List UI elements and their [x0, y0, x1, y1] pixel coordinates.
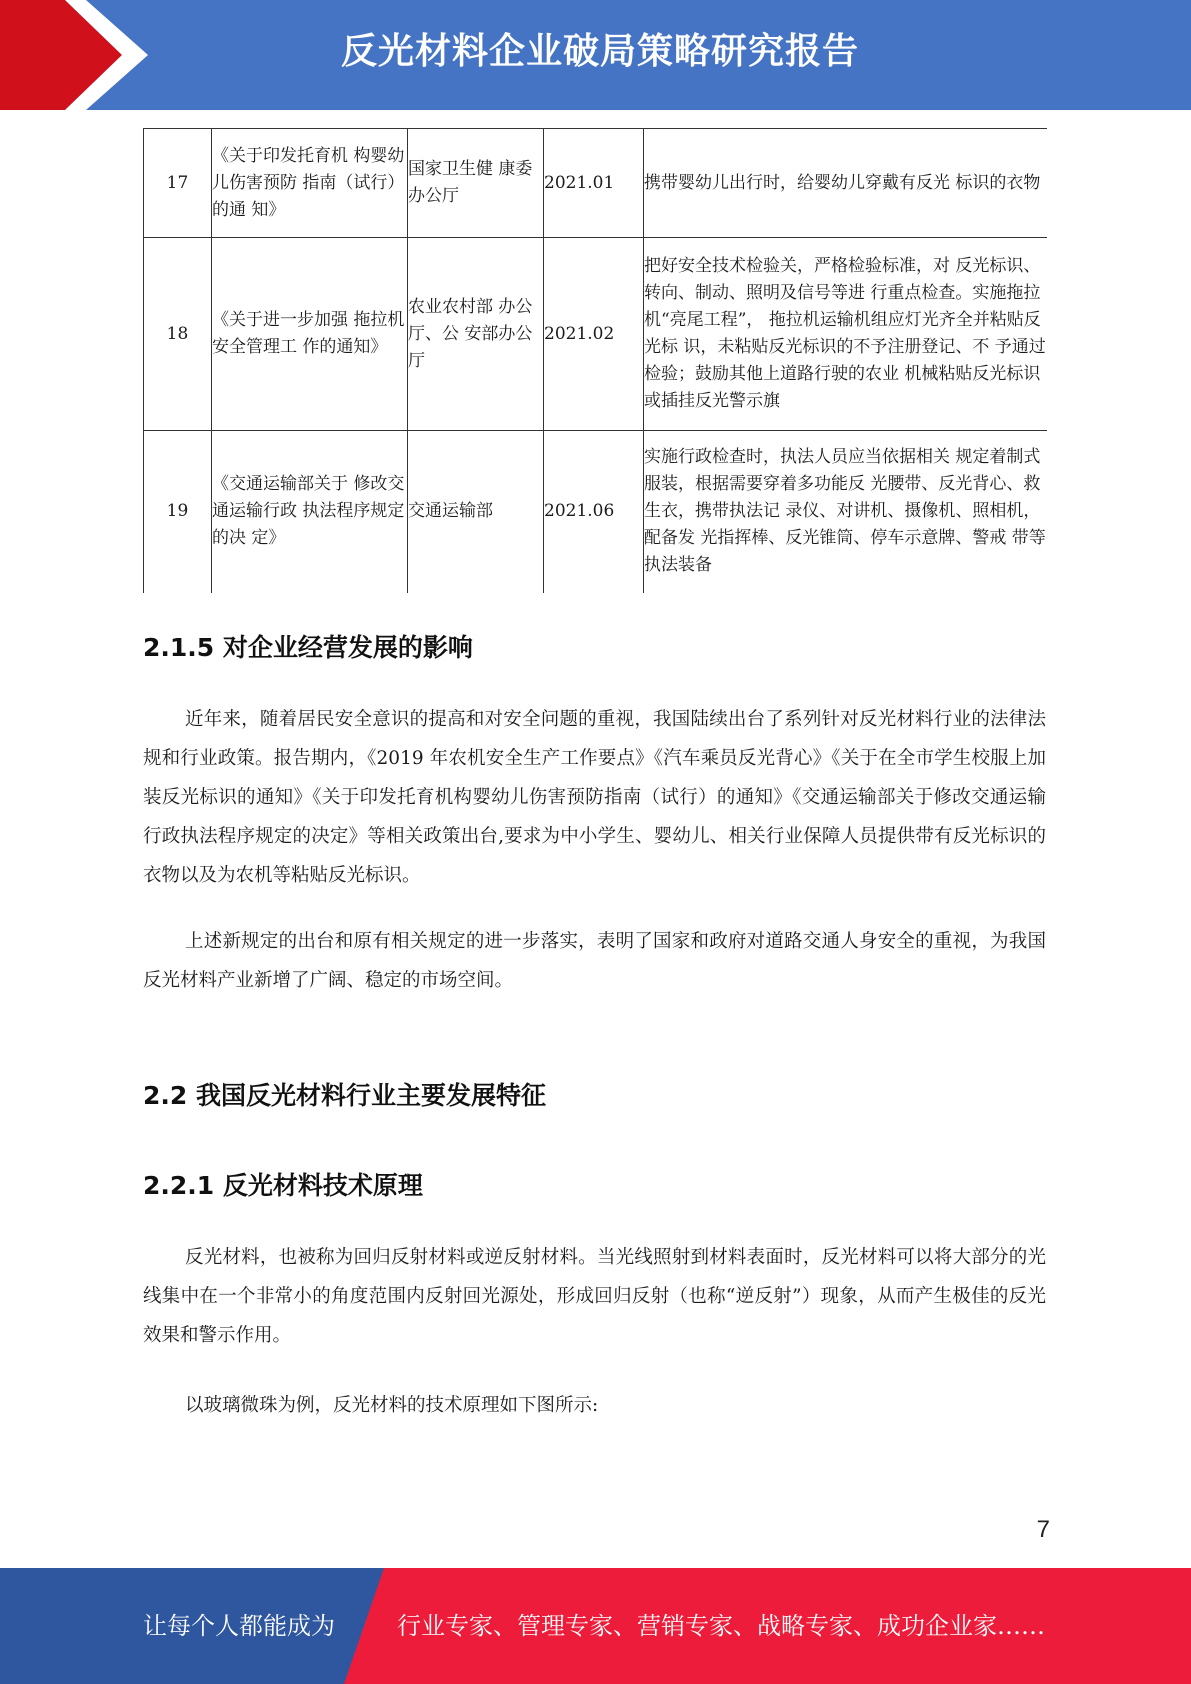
footer-slogan-left: 让每个人都能成为	[143, 1612, 335, 1640]
page-number: 7	[1036, 1516, 1050, 1543]
row-number: 19	[144, 431, 212, 593]
policy-content: 携带婴幼儿出行时，给婴幼儿穿戴有反光 标识的衣物	[644, 129, 1047, 238]
section-heading-2-2: 2.2 我国反光材料行业主要发展特征	[143, 1081, 546, 1110]
policy-name: 《关于印发托育机 构婴幼儿伤害预防 指南（试行）的通 知》	[212, 129, 408, 238]
paragraph-2-2-1-2: 以玻璃微珠为例，反光材料的技术原理如下图所示:	[185, 1395, 599, 1416]
policy-date: 2021.06	[544, 431, 644, 593]
section-heading-2-2-1: 2.2.1 反光材料技术原理	[143, 1171, 423, 1200]
table-row	[144, 238, 1047, 431]
paragraph-2-2-1-1: 反光材料，也被称为回归反射材料或逆反射材料。当光线照射到材料表面时，反光材料可以将大部分的光线集中在一个非常小的角度范围内反射回光源处，形成回归反射（也称“逆反射”）现象，从而产生极佳的反光效果和警示作用。	[143, 1247, 1046, 1346]
row-number: 18	[144, 238, 212, 431]
policy-date: 2021.02	[544, 238, 644, 431]
table-row	[144, 129, 1047, 238]
header-title: 反光材料企业破局策略研究报告	[340, 31, 859, 72]
paragraph-2-1-5-1: 近年来，随着居民安全意识的提高和对安全问题的重视，我国陆续出台了系列针对反光材料行业的法律法规和行业政策。报告期内，《2019 年农机安全生产工作要点》《汽车乘员反光背心》《关于在全市学生校服上加装反光标识的通知》《关于印发托育机构婴幼儿伤害预防指南（试行）的通知》《交通运输部关于修改交通运输行政执法程序规定的决定》等相关政策出台,要求为中小学生、婴幼儿、相关行业保障人员提供带有反光标识的衣物以及为农机等粘贴反光标识。	[143, 709, 1046, 886]
table-row	[144, 431, 1047, 593]
policy-date: 2021.01	[544, 129, 644, 238]
row-number: 17	[144, 129, 212, 238]
policy-issuer: 交通运输部	[408, 431, 544, 593]
page-footer	[0, 1568, 1191, 1684]
policy-content: 把好安全技术检验关，严格检验标准，对 反光标识、转向、制动、照明及信号等进 行重点检查。实施拖拉机“亮尾工程”， 拖拉机运输机组应灯光齐全并粘贴反光标 识，未粘贴反光标识的不予注册登记、不 予通过检验；鼓励其他上道路行驶的农业 机械粘贴反光标识或插挂反光警示旗	[644, 238, 1047, 431]
paragraph-2-1-5-2: 上述新规定的出台和原有相关规定的进一步落实，表明了国家和政府对道路交通人身安全的重视，为我国反光材料产业新增了广阔、稳定的市场空间。	[143, 931, 1046, 991]
policy-issuer: 农业农村部 办公厅、公 安部办公厅	[408, 238, 544, 431]
policy-name: 《关于进一步加强 拖拉机安全管理工 作的通知》	[212, 238, 408, 431]
policy-name: 《交通运输部关于 修改交通运输行政 执法程序规定的决 定》	[212, 431, 408, 593]
footer-slogan-right: 行业专家、管理专家、营销专家、战略专家、成功企业家……	[397, 1612, 1045, 1640]
policy-content: 实施行政检查时，执法人员应当依据相关 规定着制式服装，根据需要穿着多功能反 光腰带、反光背心、救生衣，携带执法记 录仪、对讲机、摄像机、照相机，配备发 光指挥棒、反光锥筒、停车示意牌、警戒 带等执法装备	[644, 431, 1047, 593]
policy-issuer: 国家卫生健 康委办公厅	[408, 129, 544, 238]
page-header	[0, 0, 1191, 110]
section-heading-2-1-5: 2.1.5 对企业经营发展的影响	[143, 633, 473, 662]
policy-table	[143, 128, 1047, 593]
